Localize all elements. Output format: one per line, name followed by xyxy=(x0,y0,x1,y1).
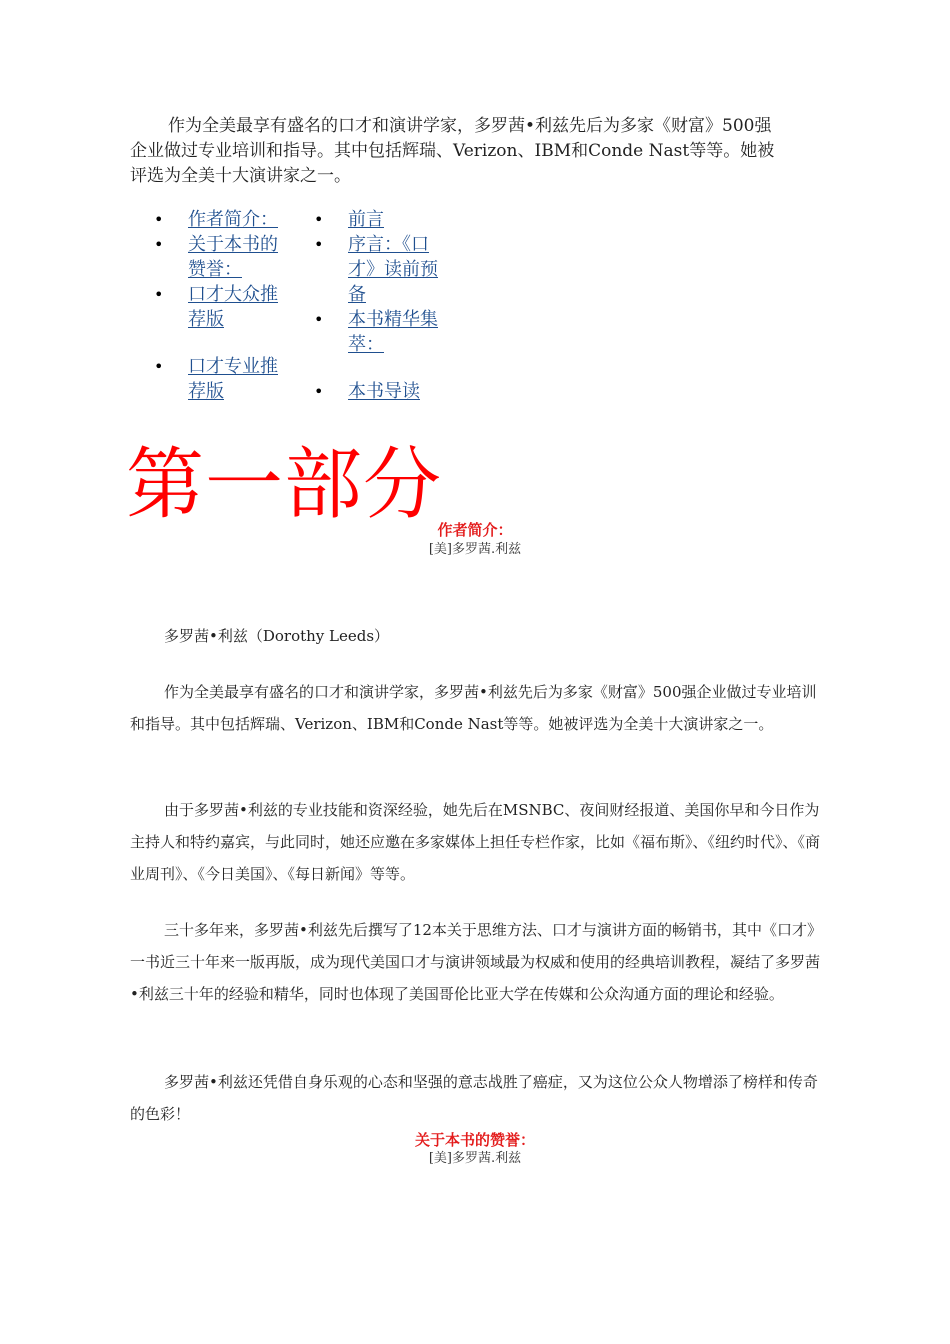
toc-item-highlights[interactable]: • 本书精华集萃： xyxy=(310,307,448,357)
paragraph-author-name: 多罗茜•利兹（Dorothy Leeds） xyxy=(164,627,390,645)
praise-byline: [美]多罗茜.利兹 xyxy=(428,1151,522,1166)
paragraph-author-cancer: 多罗茜•利兹还凭借自身乐观的心态和坚强的意志战胜了癌症，又为这位公众人物增添了榜样和传奇的色彩！ xyxy=(130,1073,818,1123)
toc-item-reading-guide[interactable]: • 本书导读 xyxy=(310,379,448,404)
praise-heading: 关于本书的赞誉： xyxy=(414,1131,535,1149)
toc-item-praise[interactable]: • 关于本书的赞誉： xyxy=(150,232,288,307)
author-intro-byline: [美]多罗茜.利兹 xyxy=(428,542,522,557)
paragraph-author-reputation: 作为全美最享有盛名的口才和演讲学家，多罗茜•利兹先后为多家《财富》500强企业做过专业培训和指导。其中包括辉瑞、Verizon、IBM和Conde Nast等等。她被评选为全美十大演讲家之一。 xyxy=(130,683,817,733)
toc-item-preface[interactable]: • 序言：《口才》读前预备 xyxy=(310,232,448,307)
toc-item-author-intro[interactable]: • 作者简介： xyxy=(150,207,288,232)
table-of-contents xyxy=(150,207,490,404)
intro-paragraph: 作为全美最享有盛名的口才和演讲学家，多罗茜•利兹先后为多家《财富》500强企业做过专业培训和指导。其中包括辉瑞、Verizon、IBM和Conde Nast等等。她被评选为全美十大演讲家之一。 xyxy=(130,116,775,186)
toc-item-popular-edition[interactable]: • 口才大众推荐版 xyxy=(150,282,288,357)
toc-item-professional-edition[interactable]: • 口才专业推荐版 xyxy=(150,354,288,404)
paragraph-author-media: 由于多罗茜•利兹的专业技能和资深经验，她先后在MSNBC、夜间财经报道、美国你早和今日作为主持人和特约嘉宾，与此同时，她还应邀在多家媒体上担任专栏作家，比如《福布斯》、《纽约时代》、《商业周刊》、《今日美国》、《每日新闻》等等。 xyxy=(130,801,821,883)
toc-item-foreword[interactable]: • 前言 xyxy=(310,207,448,232)
paragraph-author-books: 三十多年来，多罗茜•利兹先后撰写了12本关于思维方法、口才与演讲方面的畅销书，其中《口才》一书近三十年来一版再版，成为现代美国口才与演讲领域最为权威和使用的经典培训教程，凝结了多罗茜•利兹三十年的经验和精华，同时也体现了美国哥伦比亚大学在传媒和公众沟通方面的理论和经验。 xyxy=(130,921,821,1003)
part-title: 第一部分 xyxy=(126,440,443,530)
author-intro-heading: 作者简介： xyxy=(437,521,513,539)
